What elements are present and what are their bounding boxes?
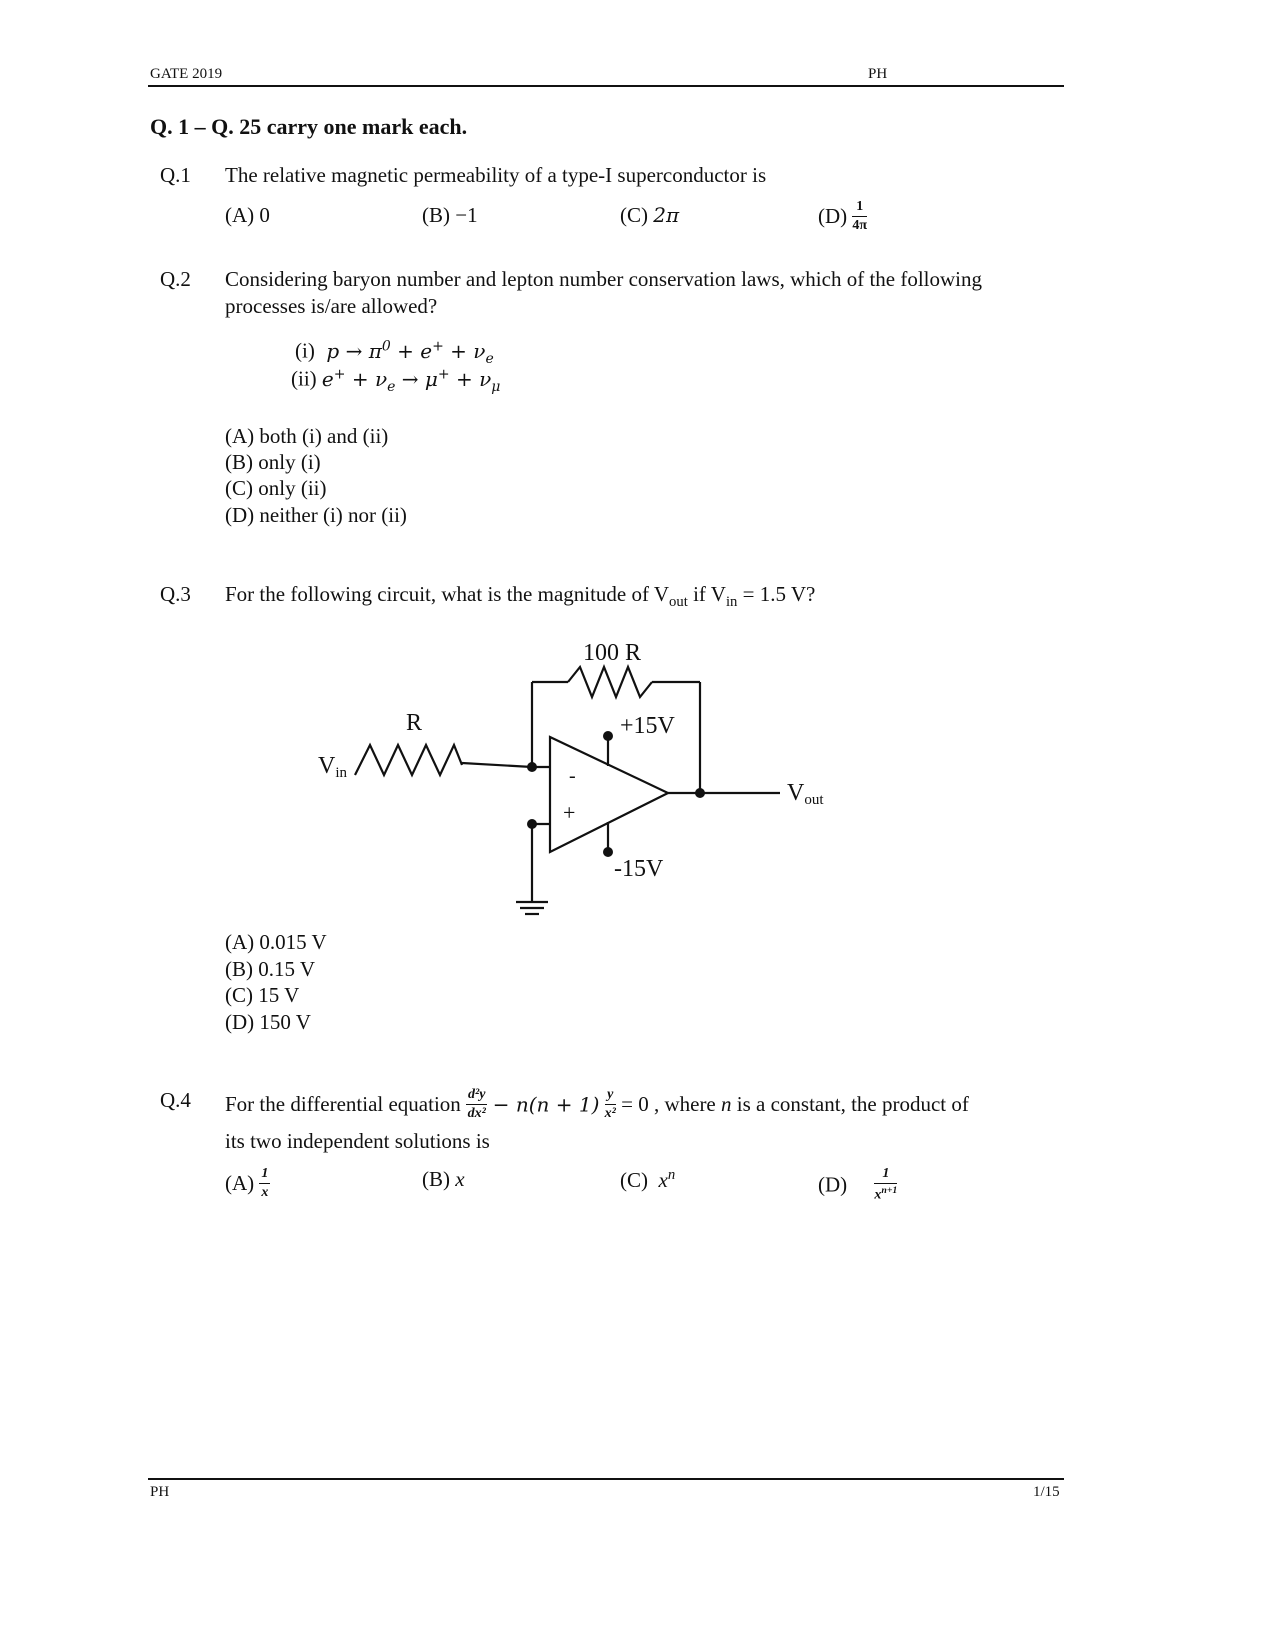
q4-number: Q.4 — [160, 1088, 191, 1112]
q2-process-1-label: (i) — [295, 338, 315, 363]
footer-page-number: 1/15 — [1033, 1484, 1060, 1500]
vin-label-main: V — [318, 753, 336, 779]
q2-option-c: (C) only (ii) — [225, 476, 327, 500]
feedback-resistor-label: 100 R — [583, 640, 642, 666]
q4-option-d — [818, 1167, 897, 1203]
vout-label-main: V — [787, 780, 805, 806]
q4-option-a-label: (A) — [225, 1171, 255, 1195]
q4-eq-post: = 0 , where — [621, 1092, 716, 1116]
q3-text — [225, 582, 815, 611]
q2-process-2 — [291, 366, 500, 395]
q4-option-c — [620, 1167, 675, 1193]
section-title: Q. 1 – Q. 25 carry one mark each. — [150, 114, 468, 139]
q4-frac2-den: x² — [604, 1106, 616, 1121]
q4-option-a-num: 1 — [259, 1167, 270, 1184]
vout-label-sub: out — [804, 792, 824, 808]
q1-option-d-den: 4π — [852, 218, 868, 233]
q1-number: Q.1 — [160, 163, 191, 187]
q4-eq-mid: − n(n + 1) — [492, 1092, 600, 1117]
q4-n-var: n — [721, 1092, 732, 1116]
q4-option-d-fraction — [874, 1167, 897, 1203]
neg-supply-dot — [603, 847, 613, 857]
q2-process-2-equation: $e^+ + \nu_e \to \mu^+ + \nu_\mu$ — [321, 366, 501, 395]
q1-text: The relative magnetic permeability of a type-I superconductor is — [225, 163, 767, 187]
q1-option-d-fraction — [852, 200, 867, 233]
pos-supply-label: +15V — [620, 713, 675, 739]
noninverting-node-dot — [527, 819, 537, 829]
q4-text-post: is a constant, the product of — [736, 1092, 969, 1116]
q1-option-c-value: 2π — [653, 203, 680, 227]
q4-option-b — [422, 1167, 465, 1192]
q4-frac2-num: y — [605, 1088, 616, 1105]
q2-number: Q.2 — [160, 267, 191, 291]
q1-option-d — [818, 200, 867, 233]
q4-text-line2: its two independent solutions is — [225, 1129, 490, 1153]
q2-text-line1: Considering baryon number and lepton number conservation laws, which of the following — [225, 267, 983, 291]
q3-text-post: = 1.5 V? — [737, 582, 816, 606]
q4-option-d-den — [874, 1184, 897, 1203]
q3-number: Q.3 — [160, 582, 191, 606]
q4-option-d-num: 1 — [874, 1167, 897, 1184]
q4-option-c-value — [653, 1168, 675, 1192]
pos-supply-dot — [603, 731, 613, 741]
feedback-resistor — [568, 667, 652, 697]
q4-fraction-d2y-dx2 — [466, 1088, 487, 1121]
q2-option-d: (D) neither (i) nor (ii) — [225, 503, 407, 527]
inverting-node-dot — [527, 762, 537, 772]
vin-label-sub: in — [335, 765, 348, 781]
q4-option-d-exp: n+1 — [881, 1185, 898, 1196]
q2-process-1-equation: $p \to \pi^0 + e^+ + \nu_e$ — [320, 338, 494, 367]
q3-option-d: (D) 150 V — [225, 1010, 311, 1034]
q3-option-b: (B) 0.15 V — [225, 957, 316, 981]
q4-frac1-num: d²y — [466, 1088, 487, 1105]
vout-label — [787, 780, 824, 808]
q4-text-line1 — [225, 1088, 969, 1121]
vin-label — [318, 753, 348, 781]
q3-text-pre: For the following circuit, what is the magnitude of V — [225, 582, 670, 606]
minus-sign-label: - — [569, 765, 576, 787]
q4-option-a — [225, 1167, 270, 1200]
q3-text-sub-in: in — [725, 594, 738, 611]
neg-supply-label: -15V — [614, 856, 664, 882]
q4-fraction-y-x2 — [605, 1088, 616, 1121]
q4-option-c-exp: n — [667, 1167, 676, 1183]
input-resistor-label: R — [406, 710, 423, 736]
q3-text-sub-out: out — [669, 594, 688, 611]
q1-option-c-label: (C) — [620, 203, 648, 227]
output-node-dot — [695, 788, 705, 798]
q4-frac1-den: dx² — [467, 1106, 486, 1121]
q1-option-d-label: (D) — [818, 204, 848, 228]
q4-option-d-base: x — [874, 1187, 882, 1203]
q4-option-b-value: x — [455, 1167, 465, 1191]
q3-option-a: (A) 0.015 V — [225, 930, 327, 954]
q3-circuit-diagram — [300, 630, 860, 930]
footer-rule — [148, 1478, 1064, 1480]
q2-option-b: (B) only (i) — [225, 450, 321, 474]
q2-process-2-label: (ii) — [291, 366, 317, 391]
q4-option-c-base: x — [658, 1168, 668, 1192]
q4-option-c-label: (C) — [620, 1168, 648, 1192]
q4-option-a-fraction — [259, 1167, 270, 1200]
header-rule — [148, 85, 1064, 87]
input-wire — [462, 763, 532, 767]
q1-option-d-num: 1 — [852, 200, 867, 217]
q4-option-a-den: x — [261, 1185, 269, 1200]
q2-option-a: (A) both (i) and (ii) — [225, 424, 389, 448]
input-resistor — [355, 745, 462, 775]
q1-option-a: (A) 0 — [225, 203, 270, 227]
q4-option-d-label: (D) — [818, 1172, 848, 1197]
q1-option-c — [620, 203, 679, 228]
q2-text-line2: processes is/are allowed? — [225, 294, 438, 318]
footer-left: PH — [150, 1484, 170, 1500]
q3-text-mid: if V — [687, 582, 726, 606]
q3-option-c: (C) 15 V — [225, 983, 300, 1007]
q1-option-b: (B) −1 — [422, 203, 478, 227]
header-left: GATE 2019 — [150, 66, 223, 82]
q4-text-pre: For the differential equation — [225, 1092, 461, 1116]
header-right: PH — [868, 66, 888, 82]
q2-process-1 — [295, 338, 494, 367]
q4-option-b-label: (B) — [422, 1167, 450, 1191]
plus-sign-label: + — [563, 800, 576, 825]
